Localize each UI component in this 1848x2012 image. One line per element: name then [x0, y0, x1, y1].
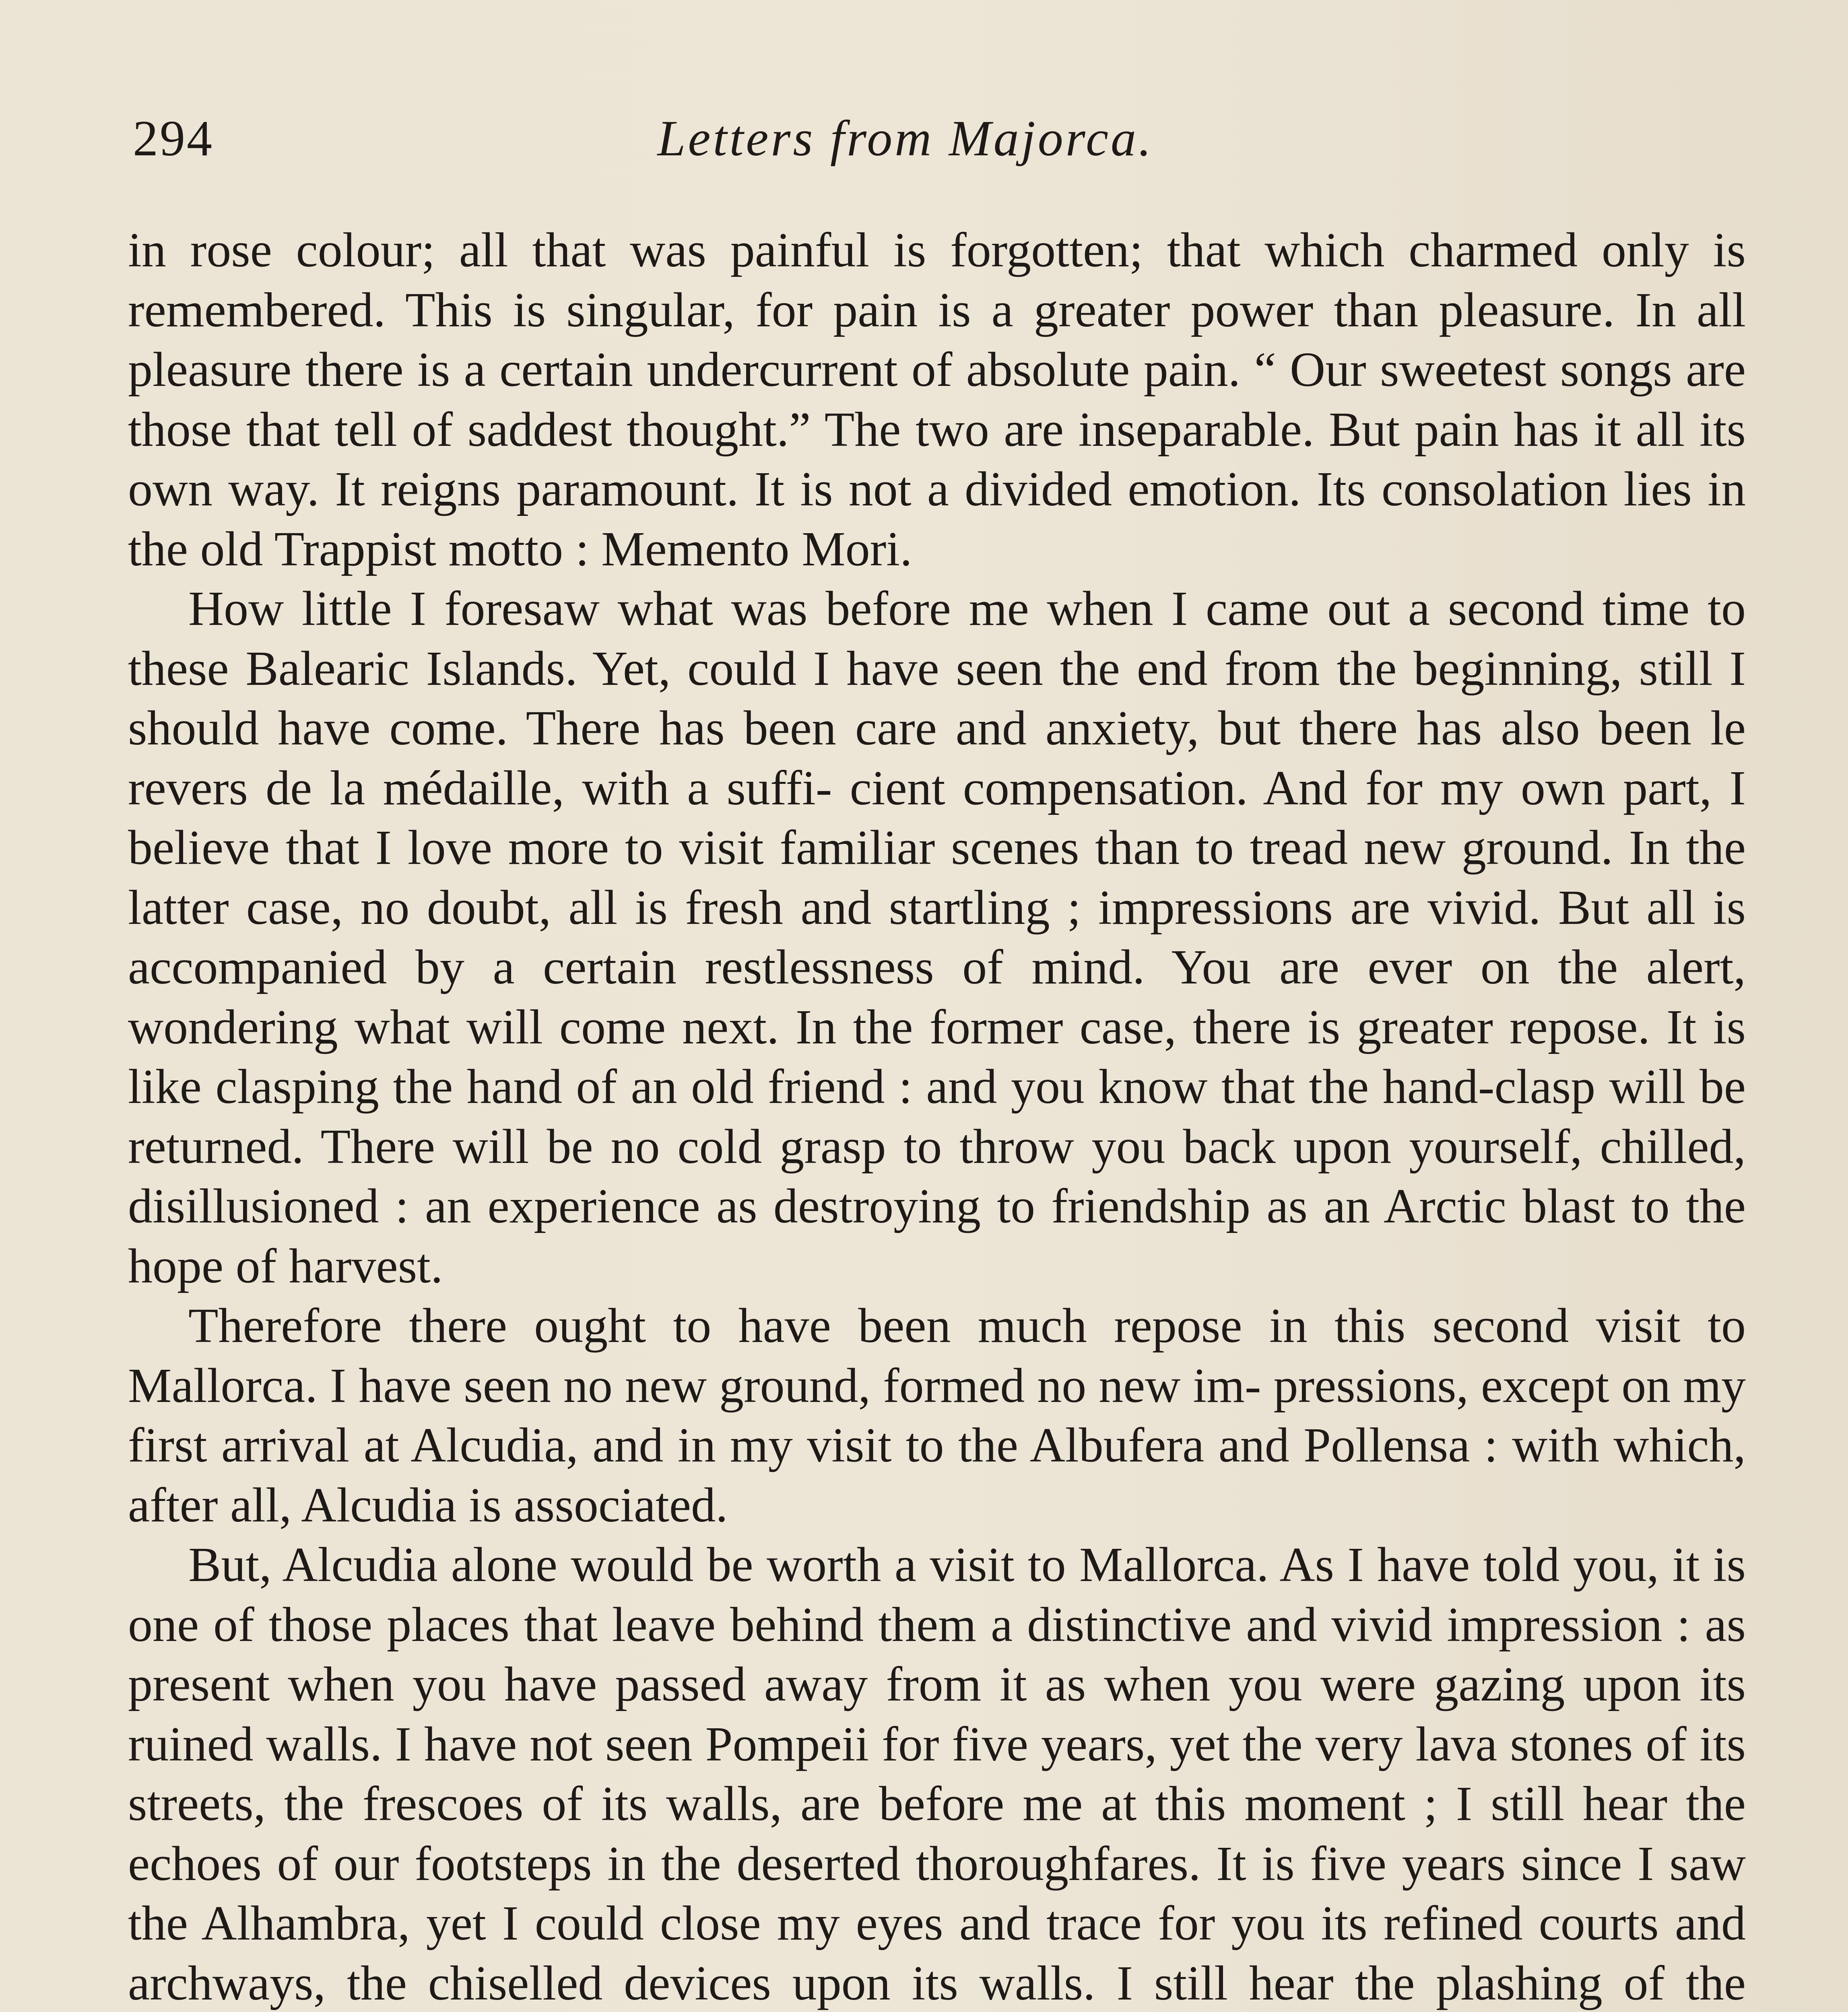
- paragraph-2: How little I foresaw what was before me when I came out a second time to these Balearic Islands. Yet, could I have seen the end from the beginning, still I should have come. There has been care and anxiety, but there has also been le revers de la médaille, with a suffi- cient compensation. And for my own part, I believe that I love more to visit familiar scenes than to tread new ground. In the latter case, no doubt, all is fresh and startling ; impressions are vivid. But all is accompanied by a certain restlessness of mind. You are ever on the alert, wondering what will come next. In the former case, there is greater repose. It is like clasping the hand of an old friend : and you know that the hand-clasp will be returned. There will be no cold grasp to throw you back upon yourself, chilled, disillusioned : an experience as destroying to friendship as an Arctic blast to the hope of harvest.: [128, 581, 1746, 1293]
- paragraph-1: in rose colour; all that was painful is forgotten; that which charmed only is remembered. This is singular, for pain is a greater power than pleasure. In all pleasure there is a certain undercurrent of absolute pain. “ Our sweetest songs are those that tell of saddest thought.” The two are inseparable. But pain has it all its own way. It reigns paramount. It is not a divided emotion. Its consolation lies in the old Trappist motto : Memento Mori.: [128, 223, 1746, 576]
- running-title: Letters from Majorca.: [657, 111, 1154, 167]
- page-header: [0, 101, 1848, 181]
- body-text: [128, 221, 1746, 2012]
- page-number: 294: [133, 111, 214, 167]
- paragraph-4: But, Alcudia alone would be worth a visit to Mallorca. As I have told you, it is one of those places that leave behind them a distinctive and vivid impression : as present when you have passed away from it as when you were gazing upon its ruined walls. I have not seen Pompeii for five years, yet the very lava stones of its streets, the frescoes of its walls, are before me at this moment ; I still hear the echoes of our footsteps in the deserted thoroughfares. It is five years since I saw the Alhambra, yet I could close my eyes and trace for you its refined courts and archways, the chiselled devices upon its walls. I still hear the plashing of the: [128, 1538, 1746, 2010]
- paragraph-3: Therefore there ought to have been much repose in this second visit to Mallorca. I have seen no new ground, formed no new im- pressions, except on my first arrival at Alcudia, and in my visit to the Albufera and Pollensa : with which, after all, Alcudia is associated.: [128, 1299, 1746, 1532]
